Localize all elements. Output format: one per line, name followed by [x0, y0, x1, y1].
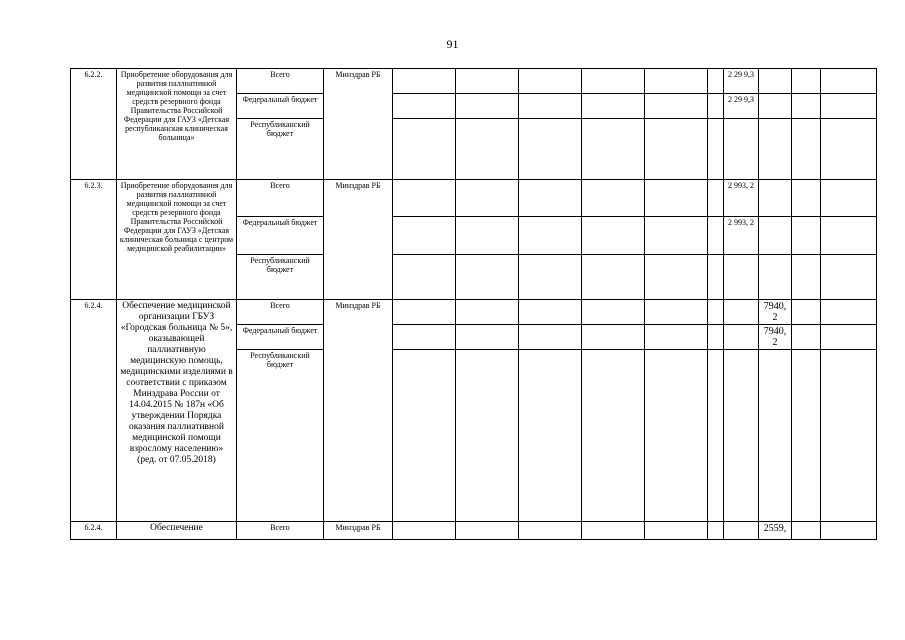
executor: Минздрав РБ [324, 300, 393, 522]
amount-cell: 7940, 2 [759, 300, 792, 325]
amount-cell: 2559, [759, 522, 792, 540]
row-number: 6.2.3. [71, 180, 117, 300]
amount-cell [724, 255, 759, 300]
amount-cell [759, 350, 792, 522]
table-row [71, 522, 877, 540]
amount-cell: 2 993, 2 [724, 217, 759, 255]
funding-source: Республиканский бюджет [237, 255, 324, 300]
table-row [71, 300, 877, 325]
activity-title: Приобретение оборудования для развития паллиативной медицинской помощи за счет средств резервного фонда Правительства Российской Федерации для ГАУЗ «Детская республиканская клиническая больница» [117, 69, 237, 180]
amount-cell [724, 119, 759, 180]
program-activities-table [70, 68, 877, 540]
executor: Минздрав РБ [324, 180, 393, 300]
amount-cell: 7940, 2 [759, 325, 792, 350]
activity-title: Приобретение оборудования для развития паллиативной медицинской помощи за счет средств резервного фонда Правительства Российской Федерации для ГАУЗ «Детская клиническая больница с центром медицинской реабилитации» [117, 180, 237, 300]
funding-source: Всего [237, 180, 324, 217]
funding-source: Республиканский бюджет [237, 119, 324, 180]
row-number: 6.2.2. [71, 69, 117, 180]
executor: Минздрав РБ [324, 522, 393, 540]
activity-title: Обеспечение медицинской организации ГБУЗ «Городская больница № 5», оказывающей паллиативную медицинскую помощь, медицинскими изделиями в соответствии с приказом Минздрава России от 14.04.2015 № 187н «Об утверждении Порядка оказания паллиативной медицинской помощи взрослому населению» (ред. от 07.05.2018) [117, 300, 237, 522]
table-row [71, 180, 877, 217]
funding-source: Всего [237, 300, 324, 325]
row-number: 6.2.4. [71, 522, 117, 540]
funding-source: Всего [237, 522, 324, 540]
amount-cell: 2 993, 2 [724, 180, 759, 217]
funding-source: Федеральный бюджет [237, 217, 324, 255]
funding-source: Федеральный бюджет [237, 94, 324, 119]
activity-title: Обеспечение [117, 522, 237, 540]
row-number: 6.2.4. [71, 300, 117, 522]
table-row [71, 69, 877, 94]
amount-cell: 2 29 9,3 [724, 69, 759, 94]
amount-cell: 2 29 9,3 [724, 94, 759, 119]
funding-source: Всего [237, 69, 324, 94]
page-number: 91 [446, 37, 459, 51]
funding-source: Федеральный бюджет [237, 325, 324, 350]
executor: Минздрав РБ [324, 69, 393, 180]
funding-source: Республиканский бюджет [237, 350, 324, 522]
